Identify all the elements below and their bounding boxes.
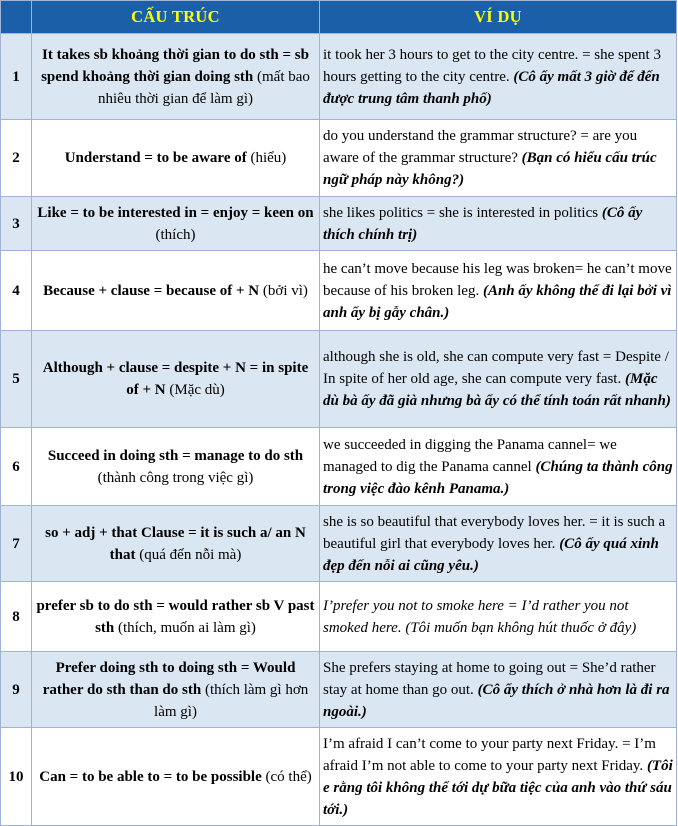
example-vietnamese: (Cô ấy thích ở nhà hơn là đi ra ngoài.) xyxy=(323,681,670,720)
example-english: I’prefer you not to smoke here = I’d rather you not smoked here. xyxy=(323,597,629,636)
table-header-row xyxy=(1,1,677,34)
table-row xyxy=(1,197,677,251)
example-vietnamese: (Cô ấy mất 3 giờ để đến được trung tâm thanh phố) xyxy=(323,68,660,107)
row-number: 5 xyxy=(1,331,32,428)
row-number: 7 xyxy=(1,506,32,582)
structure-meaning: (hiểu) xyxy=(246,150,287,166)
example-english: we succeeded in digging the Panama cannel= we managed to dig the Panama cannel xyxy=(323,436,617,475)
table-row xyxy=(1,120,677,197)
structure-meaning: (thích làm gì hơn làm gì) xyxy=(154,681,309,720)
example-english: do you understand the grammar structure? = are you aware of the grammar structure? xyxy=(323,128,638,166)
header-number-cell xyxy=(1,1,32,34)
example-vietnamese: (Chúng ta thành công trong việc đào kênh Panama.) xyxy=(323,458,673,497)
example-cell xyxy=(320,34,677,120)
table-row xyxy=(1,728,677,826)
structure-meaning: (thành công trong việc gì) xyxy=(97,469,254,486)
structure-formula: It takes sb khoảng thời gian to do sth = sb spend khoảng thời gian doing sth xyxy=(41,46,309,85)
structure-cell xyxy=(32,331,320,428)
structure-formula: Although + clause = despite + N = in spite of + N xyxy=(42,360,309,398)
example-english: although she is old, she can compute very fast = Despite / In spite of her old age, she can compute very fast. xyxy=(323,349,669,387)
table-row xyxy=(1,506,677,582)
example-vietnamese: (Tôi e rằng tôi không thể tới dự bữa tiệc của anh vào thứ sáu tới.) xyxy=(323,757,673,818)
example-cell xyxy=(320,428,677,506)
structure-meaning: (mất bao nhiêu thời gian để làm gì) xyxy=(98,68,310,107)
structure-formula: Can = to be able to = to be possible xyxy=(39,768,262,785)
structure-meaning: (quá đến nỗi mà) xyxy=(135,546,242,563)
row-number: 10 xyxy=(1,728,32,826)
example-cell xyxy=(320,251,677,331)
row-number: 6 xyxy=(1,428,32,506)
structure-formula: Understand = to be aware of xyxy=(64,150,247,166)
structure-cell xyxy=(32,251,320,331)
example-vietnamese: (Anh ấy không thể đi lại bởi vì anh ấy bị gẫy chân.) xyxy=(323,282,672,321)
table-row xyxy=(1,331,677,428)
structure-cell xyxy=(32,428,320,506)
example-english: She prefers staying at home to going out = She’d rather stay at home than go out. xyxy=(323,659,656,698)
structure-cell xyxy=(32,120,320,197)
row-number: 2 xyxy=(1,120,32,197)
structure-meaning: (thích) xyxy=(155,226,196,243)
row-number: 8 xyxy=(1,582,32,652)
row-number: 4 xyxy=(1,251,32,331)
example-vietnamese: (Cô ấy quá xinh đẹp đến nỗi ai cũng yêu.) xyxy=(323,535,659,574)
structure-meaning: (thích, muốn ai làm gì) xyxy=(114,619,256,636)
structure-cell xyxy=(32,34,320,120)
example-cell xyxy=(320,728,677,826)
table-row xyxy=(1,652,677,728)
header-structure: CẤU TRÚC xyxy=(32,1,320,34)
table-row xyxy=(1,582,677,652)
example-cell xyxy=(320,120,677,197)
example-cell xyxy=(320,506,677,582)
example-cell xyxy=(320,652,677,728)
structure-formula: Like = to be interested in = enjoy = keen on xyxy=(37,204,314,221)
structure-formula: Because + clause = because of + N xyxy=(43,282,260,299)
example-vietnamese: (Bạn có hiểu cấu trúc ngữ pháp này không?) xyxy=(323,150,657,188)
example-vietnamese: (Mặc dù bà ấy đã già nhưng bà ấy có thể tính toán rất nhanh) xyxy=(323,371,671,409)
example-cell xyxy=(320,582,677,652)
table-row xyxy=(1,428,677,506)
example-english: I’m afraid I can’t come to your party next Friday. = I’m afraid I’m not able to come to your party next Friday. xyxy=(323,735,656,774)
example-vietnamese: (Tôi muốn bạn không hút thuốc ở đây) xyxy=(405,619,637,636)
structure-meaning: (Mặc dù) xyxy=(165,382,225,398)
structure-meaning: (có thể) xyxy=(261,768,312,785)
table-row xyxy=(1,251,677,331)
row-number: 1 xyxy=(1,34,32,120)
table-row xyxy=(1,34,677,120)
structure-cell xyxy=(32,582,320,652)
example-cell xyxy=(320,197,677,251)
structure-cell xyxy=(32,197,320,251)
row-number: 9 xyxy=(1,652,32,728)
row-number: 3 xyxy=(1,197,32,251)
header-example: VÍ DỤ xyxy=(320,1,677,34)
structure-cell xyxy=(32,652,320,728)
structure-cell xyxy=(32,506,320,582)
structure-formula: Prefer doing sth to doing sth = Would rather do sth than do sth xyxy=(42,659,296,698)
structure-cell xyxy=(32,728,320,826)
example-english: she likes politics = she is interested in politics xyxy=(323,204,602,221)
example-english: it took her 3 hours to get to the city centre. = she spent 3 hours getting to the city centre. xyxy=(323,46,661,85)
structure-formula: prefer sb to do sth = would rather sb V past sth xyxy=(36,597,315,636)
structure-formula: Succeed in doing sth = manage to do sth xyxy=(47,447,304,464)
structure-meaning: (bởi vì) xyxy=(259,282,308,299)
example-english: he can’t move because his leg was broken= he can’t move because of his broken leg. xyxy=(323,260,672,299)
structure-formula: so + adj + that Clause = it is such a/ an N that xyxy=(45,524,306,563)
example-vietnamese: (Cô ấy thích chính trị) xyxy=(323,204,643,243)
example-cell xyxy=(320,331,677,428)
example-english: she is so beautiful that everybody loves her. = it is such a beautiful girl that everybody loves her. xyxy=(323,513,666,552)
